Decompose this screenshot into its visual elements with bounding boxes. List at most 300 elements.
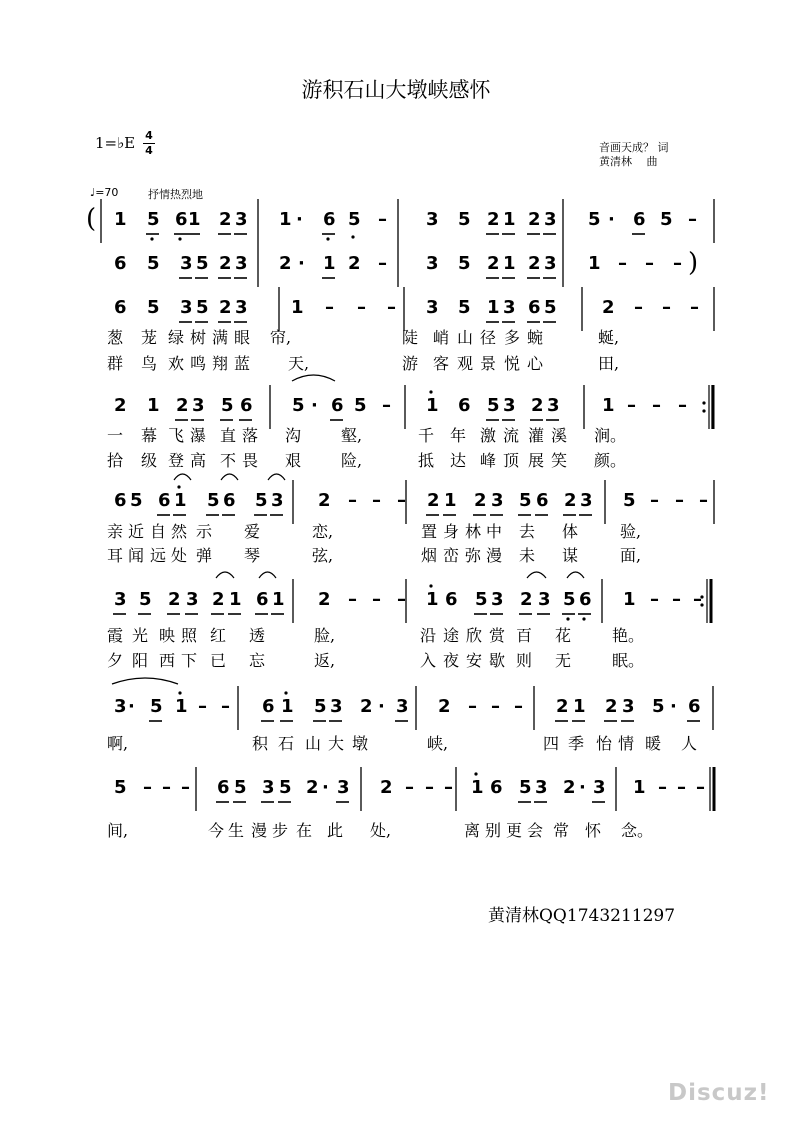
lyric-word: 达: [450, 451, 467, 470]
note: –: [645, 253, 654, 274]
note: 1: [188, 209, 201, 230]
lyric-word: 返,: [314, 651, 336, 670]
note: 5: [234, 777, 247, 798]
note: 6: [217, 777, 230, 798]
lyric-word: 生: [228, 821, 245, 840]
note: –: [198, 696, 207, 717]
note: –: [181, 777, 190, 798]
lyric-word: 闻: [128, 546, 145, 565]
lyric-word: 溪: [551, 426, 568, 445]
note: 2: [474, 490, 487, 511]
note: –: [378, 209, 387, 230]
note: 3: [503, 395, 516, 416]
lyric-word: 弦,: [312, 546, 334, 565]
time-signature-top: 4: [145, 129, 153, 142]
note: 2: [212, 589, 225, 610]
lyric-word: 安: [466, 651, 483, 670]
lyric-word: 近: [128, 522, 145, 541]
lyric-word: 身: [443, 522, 460, 541]
lyric-word: 更: [506, 821, 523, 840]
octave-dot-above: [429, 390, 432, 393]
lyric-word: 直: [220, 426, 237, 445]
note: –: [162, 777, 171, 798]
lyric-word: 漫: [251, 821, 268, 840]
lyric-word: 映: [159, 626, 176, 645]
lyric-word: 流: [503, 426, 520, 445]
note: 2: [279, 253, 292, 274]
lyric-word: 悦: [504, 354, 521, 373]
lyric-word: 高: [190, 451, 207, 470]
lyric-word: 间,: [107, 821, 129, 840]
note: 6: [490, 777, 503, 798]
note: 5: [147, 297, 160, 318]
octave-dot-below: [326, 237, 329, 240]
note: –: [325, 297, 334, 318]
note: 2: [176, 395, 189, 416]
note: 1: [291, 297, 304, 318]
note: 5: [544, 297, 557, 318]
note: 6: [579, 589, 592, 610]
note: 5: [279, 777, 292, 798]
note: 3: [535, 777, 548, 798]
lyric-word: 怀: [585, 821, 602, 840]
note: 3: [114, 589, 127, 610]
note: 6: [114, 253, 127, 274]
note: ·: [311, 395, 318, 416]
note: ·: [322, 777, 329, 798]
lyric-word: 游: [402, 354, 419, 373]
note: 2: [427, 490, 440, 511]
note: –: [627, 395, 636, 416]
lyric-word: 积: [252, 734, 269, 753]
lyric-word: 级: [141, 451, 158, 470]
note: 3: [235, 253, 248, 274]
lyric-word: 客: [433, 354, 450, 373]
lyric-word: 未: [519, 546, 536, 565]
note: 6: [256, 589, 269, 610]
lyric-word: 弥: [465, 546, 482, 565]
lyric-word: 四: [543, 734, 560, 753]
note: 5: [314, 696, 327, 717]
note: 2: [564, 490, 577, 511]
note: 1: [588, 253, 601, 274]
note: 6: [445, 589, 458, 610]
note: 3: [622, 696, 635, 717]
note: ·: [608, 209, 615, 230]
lyric-word: 沟: [285, 426, 302, 445]
lyric-word: 照: [181, 626, 198, 645]
slur-arc: [567, 572, 584, 578]
lyric-word: 欣: [466, 626, 483, 645]
lyric-word: 啊,: [107, 734, 129, 753]
lyric-word: 飞: [168, 426, 185, 445]
note: 1: [281, 696, 294, 717]
note: 1: [147, 395, 160, 416]
lyric-word: 年: [450, 426, 467, 445]
lyric-word: 念。: [621, 821, 654, 840]
note: 2: [360, 696, 373, 717]
note: 2: [556, 696, 569, 717]
note: 3: [547, 395, 560, 416]
lyric-word: 置: [421, 522, 438, 541]
note: 3: [114, 696, 127, 717]
note: 2: [528, 253, 541, 274]
note: –: [397, 490, 406, 511]
lyric-word: 多: [504, 328, 521, 347]
note: 5: [196, 297, 209, 318]
lyric-word: 眼: [234, 328, 251, 347]
note: –: [618, 253, 627, 274]
key-signature: 1=♭E: [95, 134, 136, 152]
note: 5: [458, 253, 471, 274]
note: 5: [207, 490, 220, 511]
note: 1: [279, 209, 292, 230]
octave-dot-below: [582, 617, 585, 620]
note: –: [662, 297, 671, 318]
note: –: [357, 297, 366, 318]
note: 6: [262, 696, 275, 717]
note: 6: [633, 209, 646, 230]
note: 3: [580, 490, 593, 511]
note: –: [658, 777, 667, 798]
lyric-word: 景: [480, 354, 497, 373]
lyric-word: 季: [568, 734, 585, 753]
lyric-word: 葱: [107, 328, 124, 347]
note: 5: [150, 696, 163, 717]
lyric-word: 陡: [402, 328, 419, 347]
octave-dot-below: [351, 235, 354, 238]
lyric-word: 登: [168, 451, 185, 470]
tempo-marking: ♩=70: [90, 186, 119, 199]
lyric-word: 恋,: [312, 522, 334, 541]
note: 5: [196, 253, 209, 274]
lyricist-credit: 音画天成？ 词: [599, 141, 669, 154]
lyric-word: 蜒,: [598, 328, 620, 347]
lyric-word: 涧。: [594, 426, 627, 445]
note: 3: [235, 209, 248, 230]
note: 2: [487, 209, 500, 230]
lyric-word: 歇: [489, 651, 506, 670]
repeat-dot: [702, 401, 705, 404]
note: –: [673, 253, 682, 274]
note: 6: [114, 297, 127, 318]
note: –: [348, 490, 357, 511]
lyric-word: 千: [418, 426, 435, 445]
note: 2: [380, 777, 393, 798]
repeat-dot: [702, 409, 705, 412]
note: 6: [323, 209, 336, 230]
note: 1: [602, 395, 615, 416]
note: 5: [139, 589, 152, 610]
lyric-word: 田,: [598, 354, 620, 373]
note: 5: [354, 395, 367, 416]
octave-dot-above: [177, 485, 180, 488]
lyric-word: 处: [171, 546, 188, 565]
note: 3: [426, 297, 439, 318]
note: 2: [528, 209, 541, 230]
note: 5: [255, 490, 268, 511]
note: 3: [538, 589, 551, 610]
footer-signature: 黄清林QQ1743211297: [488, 906, 676, 926]
lyric-word: 石: [278, 734, 295, 753]
note: 1: [503, 253, 516, 274]
lyric-word: 赏: [489, 626, 506, 645]
lyric-word: 抵: [418, 451, 435, 470]
lyric-word: 蓝: [234, 354, 251, 373]
note: –: [405, 777, 414, 798]
lyric-word: 帘,: [270, 328, 292, 347]
lyric-word: 体: [562, 522, 579, 541]
note: –: [514, 696, 523, 717]
note: 2: [168, 589, 181, 610]
lyric-word: 观: [457, 354, 474, 373]
note: 2: [318, 490, 331, 511]
note: –: [397, 589, 406, 610]
octave-dot-above: [178, 691, 181, 694]
lyric-word: 面,: [620, 546, 642, 565]
slur-arc: [292, 375, 335, 381]
note: –: [348, 589, 357, 610]
lyric-word: 峭: [433, 328, 450, 347]
note: 3: [271, 490, 284, 511]
lyric-word: 爱: [244, 522, 261, 541]
note: 5: [563, 589, 576, 610]
lyric-word: 壑,: [341, 426, 363, 445]
note: 3: [426, 209, 439, 230]
note: 5: [475, 589, 488, 610]
note: 2: [114, 395, 127, 416]
note: 5: [588, 209, 601, 230]
lyric-word: 验,: [620, 522, 642, 541]
note: 3: [180, 297, 193, 318]
lyric-word: 翔: [212, 354, 229, 373]
note: 5: [519, 490, 532, 511]
slur-arc: [527, 572, 546, 578]
lyric-word: 会: [527, 821, 544, 840]
note: 3: [396, 696, 409, 717]
lyric-word: 此: [327, 821, 344, 840]
note: 1: [426, 589, 439, 610]
lyric-word: 暖: [645, 734, 662, 753]
lyric-word: 常: [553, 821, 570, 840]
note: ·: [298, 253, 305, 274]
note: 2: [306, 777, 319, 798]
note: –: [491, 696, 500, 717]
lyric-word: 落: [242, 426, 259, 445]
note: 6: [240, 395, 253, 416]
lyric-word: 远: [150, 546, 167, 565]
lyric-word: 峰: [480, 451, 497, 470]
note: 5: [292, 395, 305, 416]
note: ·: [296, 209, 303, 230]
note: 3: [235, 297, 248, 318]
note: 2: [438, 696, 451, 717]
slur-arc: [221, 474, 238, 480]
lyric-word: 中: [486, 522, 503, 541]
note: 2: [219, 297, 232, 318]
lyric-word: 今: [208, 821, 225, 840]
note: 1: [323, 253, 336, 274]
slur-arc: [112, 678, 178, 684]
lyric-word: 畏: [242, 451, 259, 470]
note: –: [690, 297, 699, 318]
watermark: Discuz!: [668, 1080, 770, 1106]
octave-dot-above: [429, 584, 432, 587]
note: –: [382, 395, 391, 416]
note: 2: [563, 777, 576, 798]
note: 1: [175, 696, 188, 717]
note: 1: [503, 209, 516, 230]
lyric-word: 耳: [107, 546, 124, 565]
note: 1: [633, 777, 646, 798]
lyric-word: 鸣: [190, 354, 207, 373]
lyric-word: 西: [159, 651, 176, 670]
lyric-word: 在: [296, 821, 313, 840]
note: 3: [192, 395, 205, 416]
note: –: [372, 490, 381, 511]
note: –: [678, 395, 687, 416]
lyric-word: 下: [181, 651, 198, 670]
octave-dot-above: [474, 772, 477, 775]
note: 6: [331, 395, 344, 416]
lyric-word: 然: [171, 522, 188, 541]
lyric-word: 情: [618, 734, 635, 753]
lyric-word: 步: [272, 821, 289, 840]
lyric-word: 离: [464, 821, 481, 840]
lyric-word: 欢: [168, 354, 185, 373]
note: –: [143, 777, 152, 798]
note: –: [677, 777, 686, 798]
note: ·: [378, 696, 385, 717]
lyric-word: 无: [555, 651, 572, 670]
lyric-word: 满: [212, 328, 229, 347]
lyric-word: 山: [305, 734, 322, 753]
note: 5: [660, 209, 673, 230]
note: 6: [458, 395, 471, 416]
note: –: [378, 253, 387, 274]
lyric-word: 夜: [443, 651, 460, 670]
note: 5: [147, 253, 160, 274]
note: ·: [670, 696, 677, 717]
lyric-word: 展: [528, 451, 545, 470]
note: 1: [426, 395, 439, 416]
lyric-word: 示: [196, 522, 213, 541]
lyric-word: 心: [527, 354, 544, 373]
note: 1: [272, 589, 285, 610]
octave-dot-below: [566, 617, 569, 620]
lyric-word: 脸,: [314, 626, 336, 645]
note: 1: [114, 209, 127, 230]
note: 2: [487, 253, 500, 274]
lyric-word: 艳。: [612, 626, 645, 645]
note: 5: [147, 209, 160, 230]
note: ·: [579, 777, 586, 798]
lyric-word: 绿: [168, 328, 185, 347]
lyric-word: 峡,: [427, 734, 449, 753]
lyric-word: 花: [555, 626, 572, 645]
note: 3: [337, 777, 350, 798]
slur-arc: [216, 572, 234, 578]
lyric-word: 人: [681, 734, 698, 753]
note: 2: [602, 297, 615, 318]
note: 3: [544, 253, 557, 274]
note: 3: [186, 589, 199, 610]
note: 5: [623, 490, 636, 511]
note: 6: [688, 696, 701, 717]
repeat-open-paren: (: [86, 204, 97, 234]
lyric-word: 夕: [107, 651, 124, 670]
lyric-word: 激: [480, 426, 497, 445]
note: 3: [491, 490, 504, 511]
lyric-word: 去: [519, 522, 536, 541]
lyric-word: 弹: [196, 546, 213, 565]
note: 3: [180, 253, 193, 274]
lyric-word: 峦: [443, 546, 460, 565]
lyric-word: 谋: [562, 546, 579, 565]
note: –: [425, 777, 434, 798]
note: 2: [605, 696, 618, 717]
composer-credit: 黄清林 曲: [599, 155, 658, 168]
note: –: [634, 297, 643, 318]
note: –: [468, 696, 477, 717]
note: 3: [262, 777, 275, 798]
lyric-word: 蜿: [527, 328, 544, 347]
lyric-word: 笑: [551, 451, 568, 470]
lyric-word: 大: [328, 734, 345, 753]
lyric-word: 漫: [486, 546, 503, 565]
lyric-word: 百: [516, 626, 533, 645]
note: –: [675, 490, 684, 511]
note: 1: [444, 490, 457, 511]
lyric-word: 霞: [107, 626, 124, 645]
note: 1: [623, 589, 636, 610]
note: –: [696, 777, 705, 798]
note: –: [387, 297, 396, 318]
lyric-word: 幕: [141, 426, 158, 445]
lyric-word: 途: [443, 626, 460, 645]
lyric-word: 径: [480, 328, 497, 347]
note: 1: [174, 490, 187, 511]
lyric-word: 光: [132, 626, 149, 645]
lyric-word: 烟: [421, 546, 438, 565]
lyric-word: 不: [220, 451, 237, 470]
lyric-word: 天,: [288, 354, 310, 373]
note: 2: [219, 253, 232, 274]
lyric-word: 忘: [249, 651, 266, 670]
lyric-word: 顶: [503, 451, 520, 470]
lyric-word: 别: [485, 821, 502, 840]
note: 3: [426, 253, 439, 274]
note: 2: [520, 589, 533, 610]
lyric-word: 自: [150, 522, 167, 541]
note: –: [372, 589, 381, 610]
page-title: 游积石山大墩峡感怀: [301, 78, 491, 102]
note: –: [699, 490, 708, 511]
slur-arc: [259, 572, 276, 578]
note: 6: [158, 490, 171, 511]
lyric-word: 处,: [370, 821, 392, 840]
note: –: [672, 589, 681, 610]
note: 3: [593, 777, 606, 798]
note: 6: [528, 297, 541, 318]
note: 6: [536, 490, 549, 511]
lyric-word: 拾: [107, 451, 124, 470]
lyric-word: 鸟: [141, 354, 158, 373]
lyric-word: 墩: [352, 734, 369, 753]
note: 3: [503, 297, 516, 318]
note: –: [650, 490, 659, 511]
lyric-word: 灌: [528, 426, 545, 445]
